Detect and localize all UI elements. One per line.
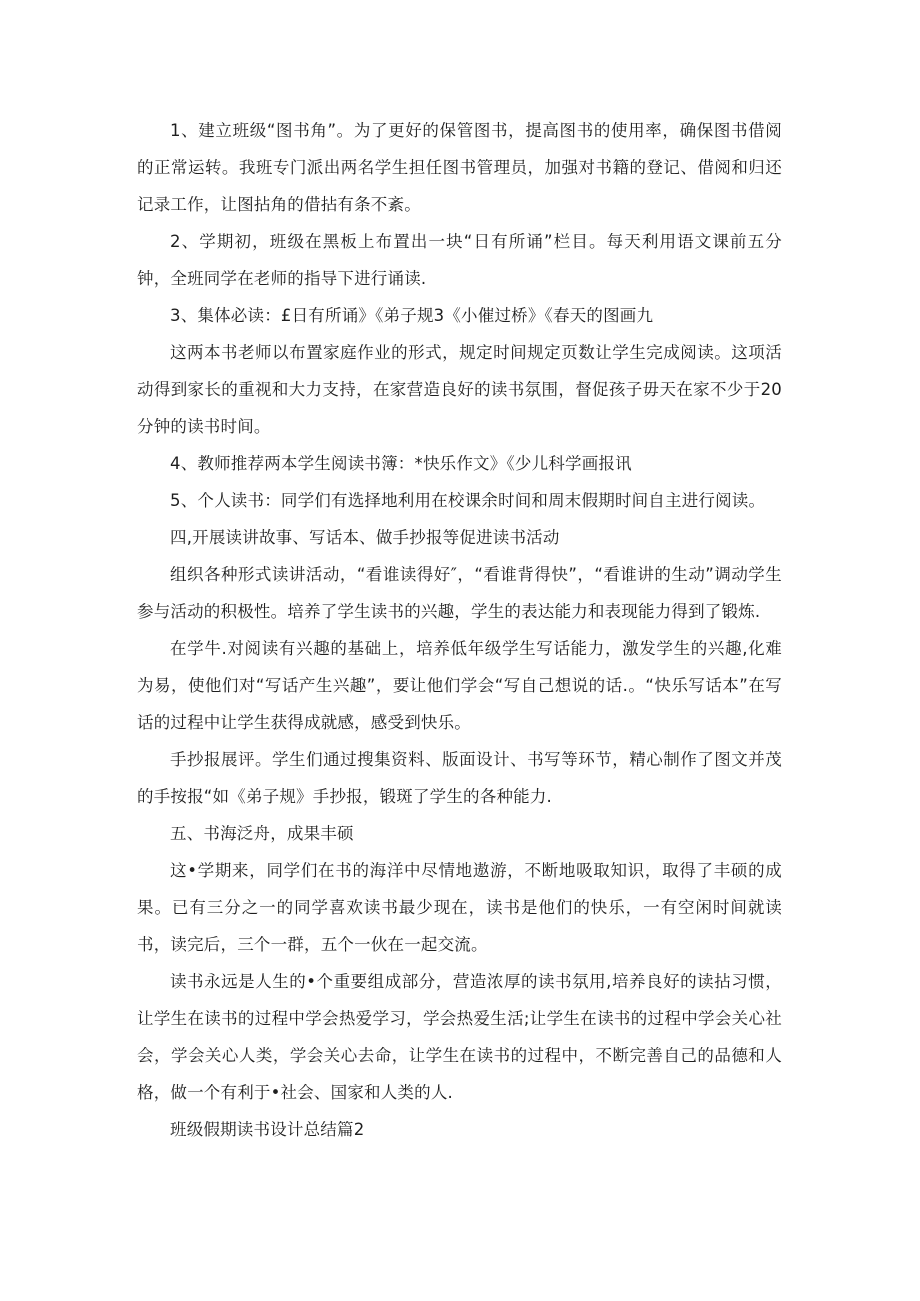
paragraph-next-title: 班级假期读书设计总结篇2 xyxy=(170,1120,365,1139)
section-heading-five: 五、书海泛舟，成果丰硕 xyxy=(170,824,354,843)
paragraph-book-corner: 1、建立班级“图书角”。为了更好的保管图书，提高图书的使用率，确保图书借阅的正常运转。我班专门派出两名学生担任图书管理员，加强对书籍的登记、借阅和归还记录工作，让图拈角的借拈有条不紊。 xyxy=(137,121,782,214)
document-body xyxy=(137,112,782,1148)
paragraph-personal-reading: 5、个人读书：同学们有选择地利用在校课余时间和周末假期时间自主进行阅读。 xyxy=(170,491,766,510)
section-heading-four: 四,开展读讲故事、写话本、做手抄报等促进读书活动 xyxy=(170,528,560,547)
paragraph-homework-reading: 这两本书老师以布置家庭作业的形式，规定时间规定页数让学生完成阅读。这项活动得到家长的重视和大力支持，在家营造良好的读书氛围，督促孩子毋天在家不少于20分钟的读书时间。 xyxy=(137,343,782,436)
paragraph-semester-results: 这•学期来，同学们在书的海洋中尽情地遨游，不断地吸取知识，取得了丰硕的成果。已有三分之一的同学喜欢读书最少现在，读书是他们的快乐，一有空闲时间就读书，读完后，三个一群，五个一伙在一起交流。 xyxy=(137,861,782,954)
paragraph-required-reading: 3、集体必读：£日有所诵》《弟子规3《小催过桥》《春天的图画九 xyxy=(170,306,654,325)
paragraph-reading-activities: 组织各种形式读讲活动，“看谁读得好″，“看谁背得快”，“看谁讲的生动”调动学生参与活动的积极性。培养了学生读书的兴趣，学生的表达能力和表现能力得到了锻炼. xyxy=(137,565,782,621)
paragraph-reading-importance: 读书永远是人生的•个重要组成部分，营造浓厚的读书氛用,培养良好的读拈习惯，让学生在读书的过程中学会热爱学习，学会热爱生活;让学生在读书的过程中学会关心社会，学会关心人类，学会关心去命，让学生在读书的过程中，不断完善自己的品德和人格，做一个有利于•社会、国家和人类的人. xyxy=(137,972,782,1102)
paragraph-writing-ability: 在学牛.对阅读有兴趣的基础上，培养低年级学生写话能力，激发学生的兴趣,化难为易，使他们对“写话产生兴趣”，要让他们学会“写自己想说的话.。“快乐写话本”在写话的过程中让学生获得成就感，感受到快乐。 xyxy=(137,639,782,732)
paragraph-daily-recitation: 2、学期初，班级在黑板上布置出一块“日有所诵”栏目。每天利用语文课前五分钟，全班同学在老师的指导下进行诵读. xyxy=(137,232,782,288)
paragraph-teacher-recommend: 4、教师推荐两本学生阅读书簿：*快乐作文》《少儿科学画报讯 xyxy=(170,454,632,473)
paragraph-handwritten-newspaper: 手抄报展评。学生们通过搜集资料、版面设计、书写等环节，精心制作了图文并茂的手按报“如《弟子规》手抄报，锻斑了学生的各种能力. xyxy=(137,750,782,806)
